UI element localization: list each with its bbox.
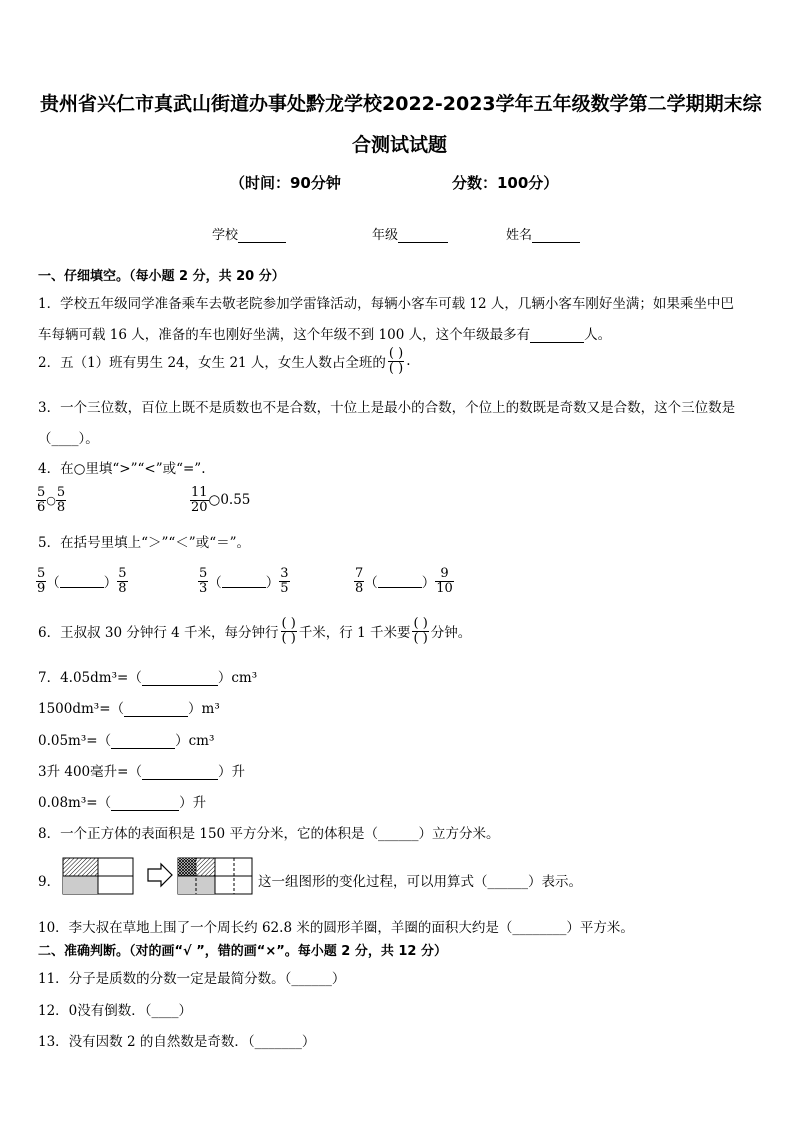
question-6-fraction-blank-1[interactable]: $\frac{( )}{( )}$: [281, 616, 296, 646]
question-9-figure: [60, 855, 256, 897]
school-blank[interactable]: [238, 242, 286, 243]
question-5-item-2[interactable]: $\frac{5}{3}$ （ ） $\frac{3}{5}$: [199, 566, 289, 596]
question-6-text-b: 千米，行 1 千米要: [298, 625, 411, 642]
name-field: [506, 224, 580, 243]
school-label: 学校: [212, 228, 239, 243]
q7-blank-3[interactable]: [111, 736, 175, 749]
question-2-fraction-blank[interactable]: $\frac{( )}{( )}$: [388, 346, 404, 376]
question-5-item-3[interactable]: $\frac{7}{8}$ （ ） $\frac{9}{10}$: [355, 566, 453, 596]
page-title: 贵州省兴仁市真武山街道办事处黔龙学校2022-2023学年五年级数学第二学期期末综: [40, 93, 762, 115]
question-7-line-1: 7．4.05dm³=（ ）cm³: [38, 670, 258, 686]
q7-blank-5[interactable]: [111, 798, 179, 811]
question-1-line2: [38, 323, 611, 343]
question-7-line-5: 0.08m³=（ ）升: [38, 795, 207, 811]
question-1-answer-blank[interactable]: [530, 342, 584, 343]
question-6-text-a: 6．王叔叔 30 分钟行 4 千米，每分钟行: [38, 625, 279, 642]
q7-blank-4[interactable]: [142, 767, 218, 780]
q7-blank-1[interactable]: [142, 673, 218, 686]
question-2: 2．五（1）班有男生 24，女生 21 人，女生人数占全班的 $\frac{( )}{( )}$ .: [38, 346, 411, 376]
question-4-item-a[interactable]: $\frac{5}{6}$ ○ $\frac{5}{8}$: [37, 485, 66, 515]
section-2-heading: 二、准确判断。（对的画“√ ”，错的画“×”。每小题 2 分，共 12 分）: [38, 944, 448, 959]
section-1-heading: 一、仔细填空。（每小题 2 分，共 20 分）: [38, 269, 285, 284]
q7-blank-2[interactable]: [124, 704, 188, 717]
name-blank[interactable]: [532, 242, 580, 243]
question-1-text: 车每辆可载 16 人，准备的车也刚好坐满，这个年级不到 100 人，这个年级最多有: [38, 327, 531, 343]
exam-time: （时间：90分钟: [230, 174, 341, 192]
question-3-line1: 3．一个三位数，百位上既不是质数也不是合数，十位上是最小的合数，个位上的数既是奇数又是合数，这个三位数是: [38, 400, 736, 416]
question-10-text: 10．李大叔在草地上围了一个周长约 62.8 米的圆形羊圈，羊圈的面积大约是（________）平方米。: [38, 920, 634, 936]
question-2-text: 2．五（1）班有男生 24，女生 21 人，女生人数占全班的: [38, 355, 386, 372]
grade-label: 年级: [372, 228, 399, 243]
question-1-end: 人。: [584, 327, 612, 343]
grade-field: [372, 224, 448, 243]
question-6: [38, 617, 471, 645]
question-12-text: 12．0没有倒数．（____）: [38, 1003, 193, 1019]
question-5-item-1[interactable]: $\frac{5}{9}$ （ ） $\frac{5}{8}$: [37, 566, 127, 596]
figure-rectangle-halves: [63, 858, 133, 894]
question-6-fraction-blank-2[interactable]: $\frac{( )}{( )}$: [413, 616, 428, 646]
grade-blank[interactable]: [398, 242, 448, 243]
name-label: 姓名: [506, 228, 533, 243]
figure-rectangle-divided: [178, 858, 252, 894]
question-3-line2[interactable]: （____）。: [38, 431, 99, 447]
question-9-number: 9．: [38, 874, 61, 890]
page-title-line2: 合测试试题: [352, 134, 448, 156]
question-4-text: 4．在○里填“>”“<”或“=”.: [38, 461, 206, 477]
question-7-line-3: 0.05m³=（ ）cm³: [38, 733, 215, 749]
question-5-text: 5．在括号里填上“＞”“＜”或“＝”。: [38, 535, 250, 551]
question-8-text: 8．一个正方体的表面积是 150 平方分米，它的体积是（______）立方分米。: [38, 826, 500, 842]
question-11-text: 11．分子是质数的分数一定是最简分数。（______）: [38, 971, 346, 987]
question-4-item-b[interactable]: $\frac{11}{20}$ ○0.55: [191, 485, 251, 515]
question-7-line-4: 3升 400毫升=（ ）升: [38, 764, 245, 780]
question-1-line1: 1．学校五年级同学准备乘车去敬老院参加学雷锋活动，每辆小客车可载 12 人，几辆小客车刚好坐满；如果乘坐中巴: [38, 296, 734, 312]
question-7-line-2: 1500dm³=（ ）m³: [38, 701, 220, 717]
question-9-text: 这一组图形的变化过程，可以用算式（______）表示。: [258, 874, 582, 890]
arrow-icon: [148, 864, 172, 886]
question-13-text: 13．没有因数 2 的自然数是奇数．（_______）: [38, 1034, 316, 1050]
exam-score: 分数：100分）: [452, 174, 559, 192]
school-field: [212, 224, 286, 243]
question-6-text-c: 分钟。: [430, 625, 472, 642]
